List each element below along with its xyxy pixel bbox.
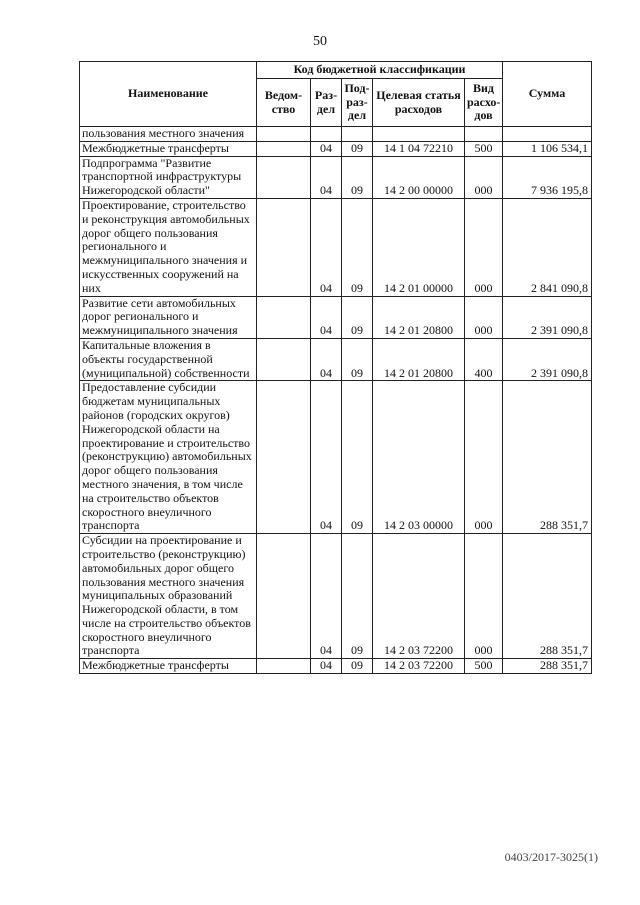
row-amount: 2 391 090,8	[503, 296, 592, 338]
header-row-top	[80, 62, 592, 79]
row-vedomstvo	[257, 141, 311, 156]
table-row	[80, 338, 592, 380]
table-body	[80, 127, 592, 674]
row-vedomstvo	[257, 127, 311, 142]
row-razdel	[311, 127, 342, 142]
row-name: Подпрограмма "Развитие транспортной инфраструктуры Нижегородской области"	[80, 156, 257, 198]
row-name: Капитальные вложения в объекты государственной (муниципальной) собственности	[80, 338, 257, 380]
row-vedomstvo	[257, 338, 311, 380]
row-podrazdel: 09	[342, 338, 373, 380]
row-target-article: 14 1 04 72210	[373, 141, 465, 156]
table-row	[80, 156, 592, 198]
footer-stamp: 0403/2017-3025(1)	[504, 850, 598, 864]
header-razdel: Раз-дел	[311, 79, 342, 127]
row-podrazdel: 09	[342, 534, 373, 659]
row-podrazdel: 09	[342, 141, 373, 156]
row-amount	[503, 127, 592, 142]
row-expense-type: 500	[465, 659, 503, 674]
row-amount: 288 351,7	[503, 534, 592, 659]
row-expense-type: 000	[465, 156, 503, 198]
row-expense-type: 500	[465, 141, 503, 156]
header-amount: Сумма	[503, 62, 592, 127]
row-podrazdel: 09	[342, 659, 373, 674]
row-name: Субсидии на проектирование и строительство (реконструкцию) автомобильных дорог общего пользования местного значения муниципальных образований Нижегородской области, в том числе на строительство объектов скоростного внеуличного транспорта	[80, 534, 257, 659]
row-expense-type: 000	[465, 381, 503, 534]
row-expense-type: 000	[465, 198, 503, 296]
row-vedomstvo	[257, 381, 311, 534]
page-number: 50	[313, 34, 327, 49]
row-podrazdel: 09	[342, 198, 373, 296]
table-row	[80, 296, 592, 338]
row-expense-type: 000	[465, 534, 503, 659]
row-amount: 1 106 534,1	[503, 141, 592, 156]
row-amount: 2 841 090,8	[503, 198, 592, 296]
header-expense-type: Вид расхо-дов	[465, 79, 503, 127]
row-name: пользования местного значения	[80, 127, 257, 142]
row-razdel: 04	[311, 381, 342, 534]
table-row	[80, 381, 592, 534]
table-row	[80, 534, 592, 659]
row-vedomstvo	[257, 198, 311, 296]
row-razdel: 04	[311, 156, 342, 198]
row-name: Предоставление субсидии бюджетам муниципальных районов (городских округов) Нижегородской области на проектирование и строительство (реконструкцию) автомобильных дорог общего пользования местного значения, в том числе на строительство объектов скоростного внеуличного транспорта	[80, 381, 257, 534]
row-razdel: 04	[311, 534, 342, 659]
row-name: Проектирование, строительство и реконструкция автомобильных дорог общего пользования регионального и межмуниципального значения и искусственных сооружений на них	[80, 198, 257, 296]
row-expense-type: 400	[465, 338, 503, 380]
row-amount: 288 351,7	[503, 659, 592, 674]
row-target-article: 14 2 03 72200	[373, 659, 465, 674]
row-vedomstvo	[257, 156, 311, 198]
row-podrazdel: 09	[342, 296, 373, 338]
table-row	[80, 659, 592, 674]
row-target-article	[373, 127, 465, 142]
row-name: Развитие сети автомобильных дорог регионального и межмуниципального значения	[80, 296, 257, 338]
row-target-article: 14 2 03 72200	[373, 534, 465, 659]
row-vedomstvo	[257, 296, 311, 338]
row-target-article: 14 2 01 00000	[373, 198, 465, 296]
row-expense-type: 000	[465, 296, 503, 338]
header-podrazdel: Под-раз-дел	[342, 79, 373, 127]
row-target-article: 14 2 01 20800	[373, 296, 465, 338]
row-razdel: 04	[311, 141, 342, 156]
row-target-article: 14 2 03 00000	[373, 381, 465, 534]
row-podrazdel: 09	[342, 156, 373, 198]
row-podrazdel	[342, 127, 373, 142]
row-expense-type	[465, 127, 503, 142]
budget-table	[79, 61, 592, 674]
row-vedomstvo	[257, 659, 311, 674]
row-target-article: 14 2 00 00000	[373, 156, 465, 198]
row-vedomstvo	[257, 534, 311, 659]
row-amount: 288 351,7	[503, 381, 592, 534]
table-row	[80, 198, 592, 296]
table-row	[80, 127, 592, 142]
row-razdel: 04	[311, 338, 342, 380]
row-name: Межбюджетные трансферты	[80, 141, 257, 156]
row-target-article: 14 2 01 20800	[373, 338, 465, 380]
row-amount: 2 391 090,8	[503, 338, 592, 380]
header-name: Наименование	[80, 62, 257, 127]
row-razdel: 04	[311, 659, 342, 674]
row-name: Межбюджетные трансферты	[80, 659, 257, 674]
row-podrazdel: 09	[342, 381, 373, 534]
header-target-article: Целевая статья расходов	[373, 79, 465, 127]
row-amount: 7 936 195,8	[503, 156, 592, 198]
header-vedomstvo: Ведом-ство	[257, 79, 311, 127]
header-classification-group: Код бюджетной классификации	[257, 62, 503, 79]
table-row	[80, 141, 592, 156]
row-razdel: 04	[311, 296, 342, 338]
row-razdel: 04	[311, 198, 342, 296]
